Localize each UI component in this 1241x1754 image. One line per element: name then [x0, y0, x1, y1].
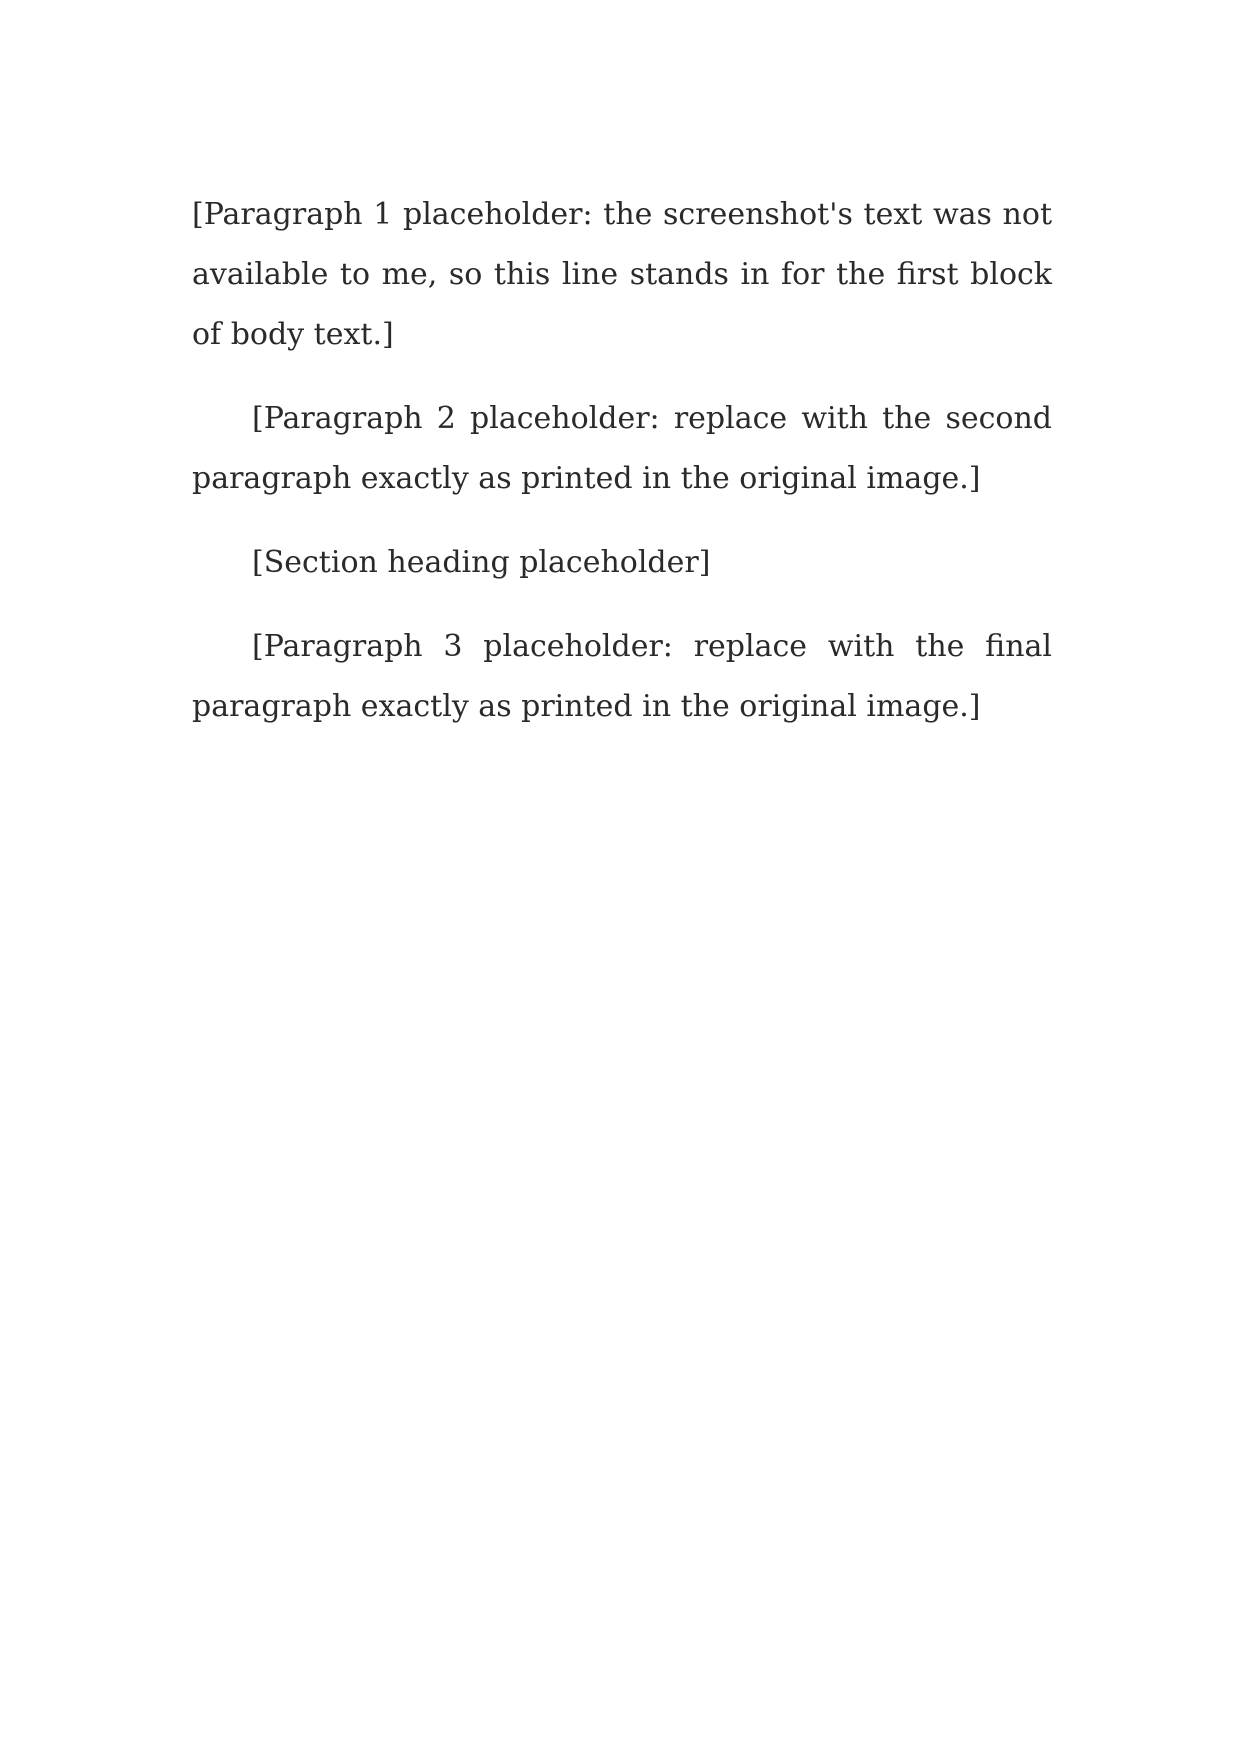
document-body [192, 185, 1052, 761]
body-paragraph: [Paragraph 3 placeholder: replace with the final paragraph exactly as printed in the original image.] [192, 629, 1052, 724]
body-paragraph: [Paragraph 2 placeholder: replace with the second paragraph exactly as printed in the original image.] [192, 401, 1052, 496]
section-heading: [Section heading placeholder] [252, 545, 711, 580]
body-paragraph: [Paragraph 1 placeholder: the screenshot's text was not available to me, so this line stands in for the first block of body text.] [192, 197, 1052, 352]
